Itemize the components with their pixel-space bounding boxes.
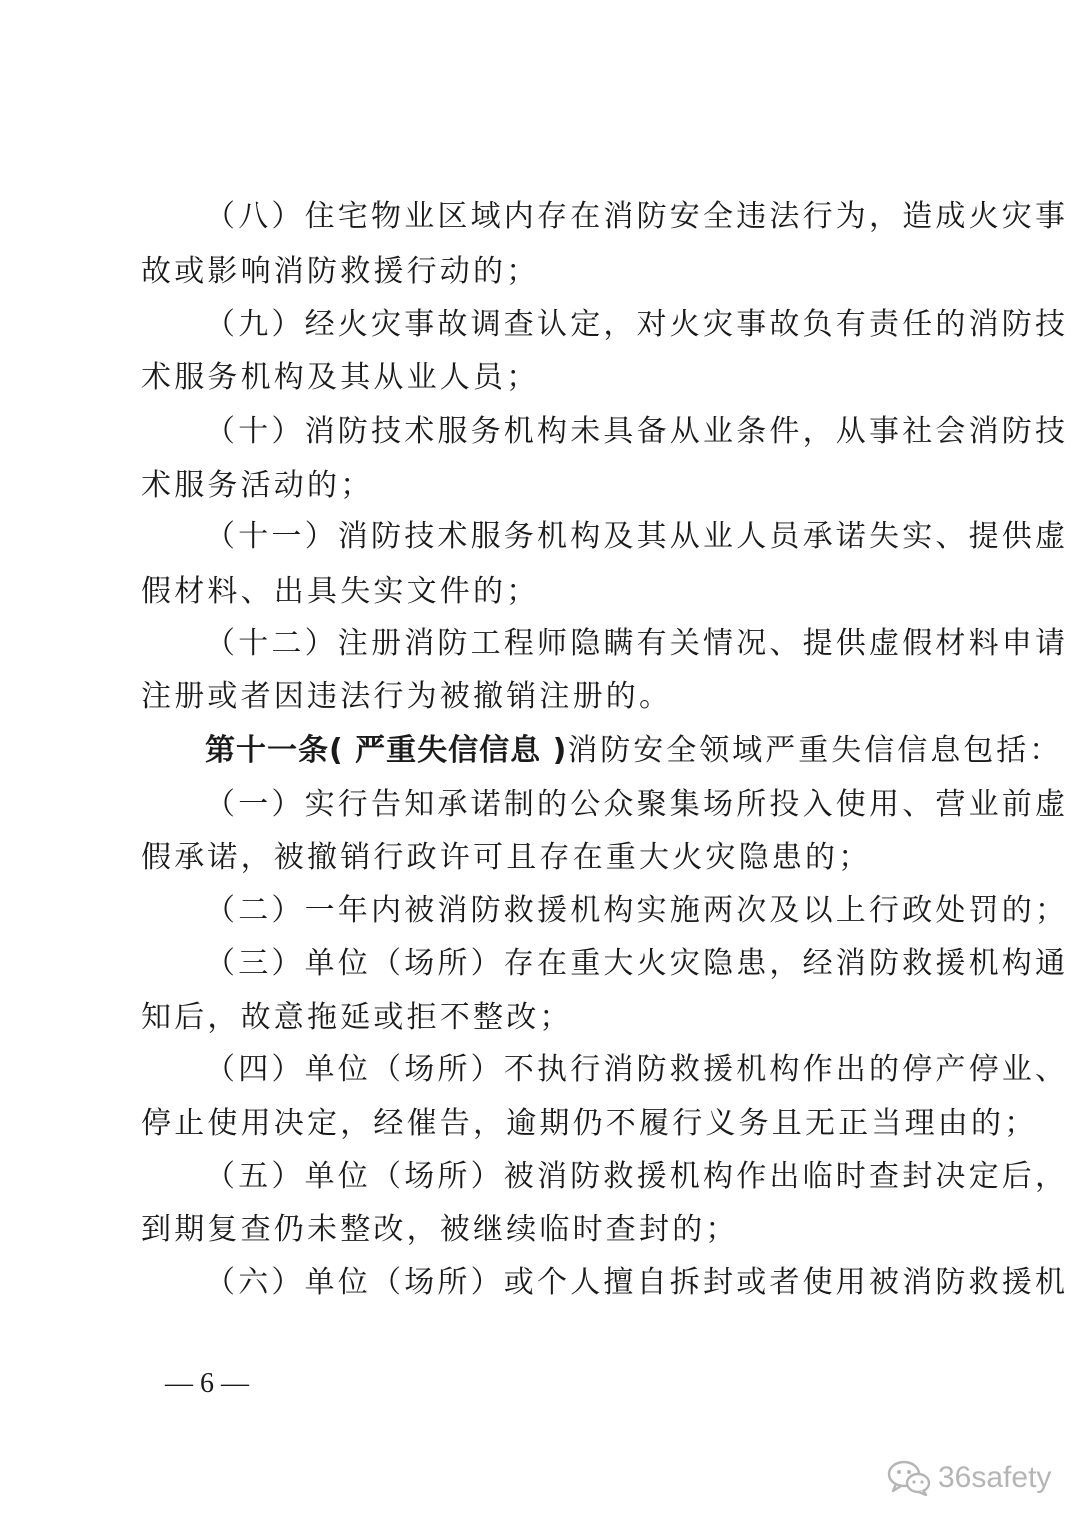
paragraph-line: （十二）注册消防工程师隐瞒有关情况、提供虚假材料申请	[205, 626, 1069, 661]
list-item-line: 知后，故意拖延或拒不整改；	[141, 1000, 573, 1035]
watermark-text: 36safety	[938, 1461, 1052, 1494]
watermark	[886, 1455, 1051, 1501]
wechat-icon	[886, 1458, 932, 1498]
paragraph-line: 术服务机构及其从业人员；	[141, 360, 540, 395]
list-item-line: （二）一年内被消防救援机构实施两次及以上行政处罚的；	[205, 893, 1069, 928]
list-item-line: 停止使用决定，经催告，逾期仍不履行义务且无正当理由的；	[141, 1106, 1038, 1141]
page-number: — 6 —	[165, 1368, 249, 1399]
paragraph-line: 假材料、出具失实文件的；	[141, 574, 540, 609]
paragraph-line: 故或影响消防救援行动的；	[141, 254, 540, 289]
paragraph-line: （九）经火灾事故调查认定，对火灾事故负有责任的消防技	[205, 307, 1069, 342]
paragraph-line: 注册或者因违法行为被撤销注册的。	[141, 679, 673, 714]
list-item-line: 假承诺，被撤销行政许可且存在重大火灾隐患的；	[141, 840, 872, 875]
paragraph-line: 术服务活动的；	[141, 468, 374, 503]
list-item-line: （四）单位（场所）不执行消防救援机构作出的停产停业、	[205, 1052, 1069, 1087]
list-item-line: （一）实行告知承诺制的公众聚集场所投入使用、营业前虚	[205, 787, 1069, 822]
list-item-line: 到期复查仍未整改，被继续临时查封的；	[141, 1212, 739, 1247]
paragraph-line: （八）住宅物业区域内存在消防安全违法行为，造成火灾事	[205, 199, 1069, 234]
article-heading	[205, 731, 1063, 771]
article-intro: 消防安全领域严重失信信息包括：	[567, 733, 1063, 768]
paragraph-line: （十）消防技术服务机构未具备从业条件，从事社会消防技	[205, 414, 1069, 449]
article-title: 第十一条( 严重失信信息 )	[205, 733, 568, 768]
list-item-line: （三）单位（场所）存在重大火灾隐患，经消防救援机构通	[205, 946, 1069, 981]
list-item-line: （六）单位（场所）或个人擅自拆封或者使用被消防救援机	[205, 1265, 1069, 1300]
paragraph-line: （十一）消防技术服务机构及其从业人员承诺失实、提供虚	[205, 519, 1069, 554]
list-item-line: （五）单位（场所）被消防救援机构作出临时查封决定后，	[205, 1159, 1069, 1194]
